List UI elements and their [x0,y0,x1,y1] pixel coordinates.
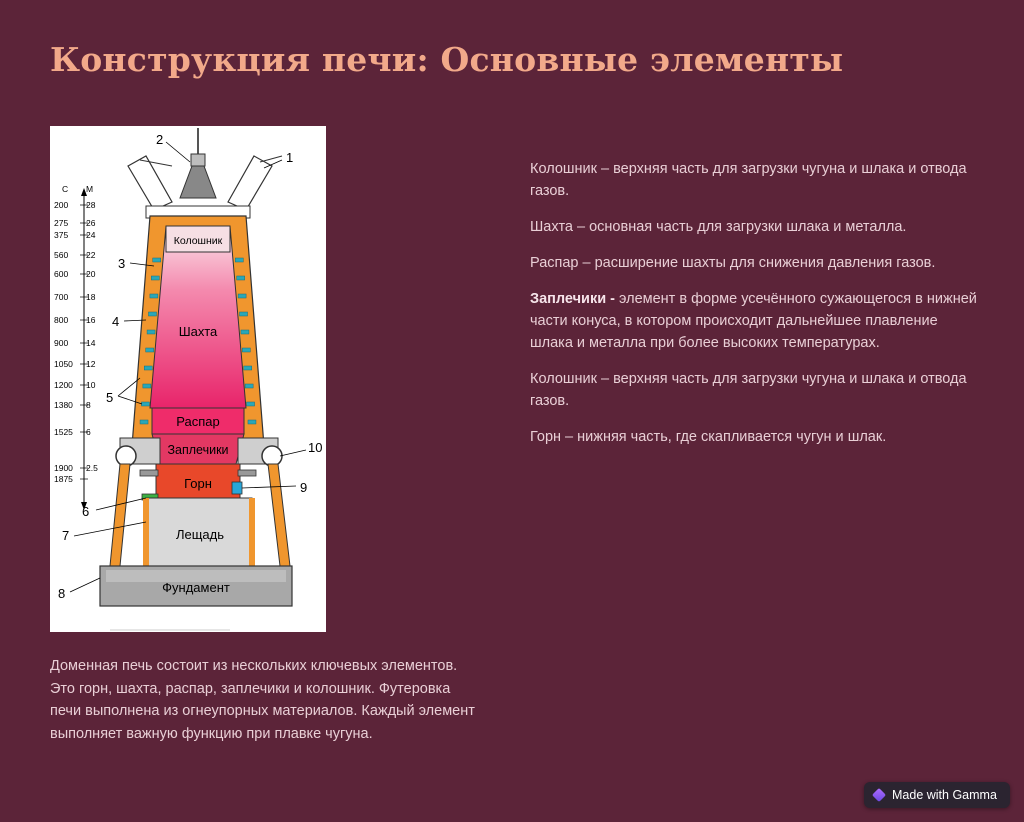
scale-c-value: 700 [54,292,69,302]
label-gorn: Горн [184,476,212,491]
blast-furnace-diagram [50,126,326,632]
definition-item: Колошник – верхняя часть для загрузки чугуна и шлака и отвода газов. [530,161,967,199]
scale-m-value: 28 [86,200,96,210]
scale-m-value: 8 [86,400,91,410]
scale-m-value: 2.5 [86,463,98,473]
callout-6: 6 [82,504,90,519]
definition-item: Горн – нижняя часть, где скапливается чугун и шлак. [530,429,887,445]
definitions-list [530,158,980,462]
definition-item: Заплечики - элемент в форме усечённого сужающегося в нижней части конуса, в котором происходит дальнейшее плавление шлака и металла при более высоких температурах. [530,291,977,351]
gamma-logo-icon [872,788,886,802]
callout-9: 9 [300,480,308,495]
scale-c-value: 1900 [54,463,73,473]
callout-8: 8 [58,586,66,601]
scale-c-value: 900 [54,338,69,348]
summary-text: Доменная печь состоит из нескольких ключевых элементов. Это горн, шахта, распар, заплечики и колошник. Футеровка печи выполнена из огнеупорных материалов. Каждый элемент выполняет важную функцию при плавке чугуна. [50,658,475,742]
scale-c-value: 200 [54,200,69,210]
callout-5: 5 [106,390,114,405]
scale-c-value: 1380 [54,400,73,410]
charging-apparatus [128,128,282,218]
label-fundament: Фундамент [162,580,230,595]
callout-10: 10 [308,440,323,455]
scale-axis [54,184,98,510]
scale-c-value: 1050 [54,359,73,369]
definition-item: Распар – расширение шахты для снижения давления газов. [530,255,936,271]
scale-m-value: 18 [86,292,96,302]
callout-2: 2 [156,132,164,147]
scale-m-value: 16 [86,315,96,325]
callout-4: 4 [112,314,120,329]
scale-c-value: 275 [54,218,69,228]
label-shakhta: Шахта [178,324,218,339]
label-leshchad: Лещадь [175,527,225,542]
scale-c-value: 560 [54,250,69,260]
made-with-gamma-badge[interactable] [864,782,1010,808]
scale-m-value: 10 [86,380,96,390]
label-raspar: Распар [176,414,220,429]
definition-item: Шахта – основная часть для загрузки шлака и металла. [530,219,907,235]
scale-c-value: 1875 [54,474,73,484]
scale-unit-c: С [62,184,69,194]
shaft-zone [150,226,246,408]
scale-c-value: 600 [54,269,69,279]
scale-m-value: 6 [86,427,91,437]
page-title: Конструкция печи: Основные элементы [50,40,844,79]
scale-unit-m: М [86,184,94,194]
scale-m-value: 22 [86,250,96,260]
label-koloshnik: Колошник [173,235,223,247]
scale-m-value: 26 [86,218,96,228]
callout-3: 3 [118,256,126,271]
scale-m-value: 14 [86,338,96,348]
definition-item: Колошник – верхняя часть для загрузки чугуна и шлака и отвода газов. [530,371,967,409]
scale-c-value: 375 [54,230,69,240]
scale-m-value: 24 [86,230,96,240]
scale-c-value: 1525 [54,427,73,437]
scale-m-value: 20 [86,269,96,279]
label-zaplechiki: Заплечики [167,443,229,457]
badge-label: Made with Gamma [892,788,997,802]
callout-1: 1 [286,150,294,165]
scale-c-value: 800 [54,315,69,325]
scale-c-value: 1200 [54,380,73,390]
scale-m-value: 12 [86,359,96,369]
callout-7: 7 [62,528,70,543]
